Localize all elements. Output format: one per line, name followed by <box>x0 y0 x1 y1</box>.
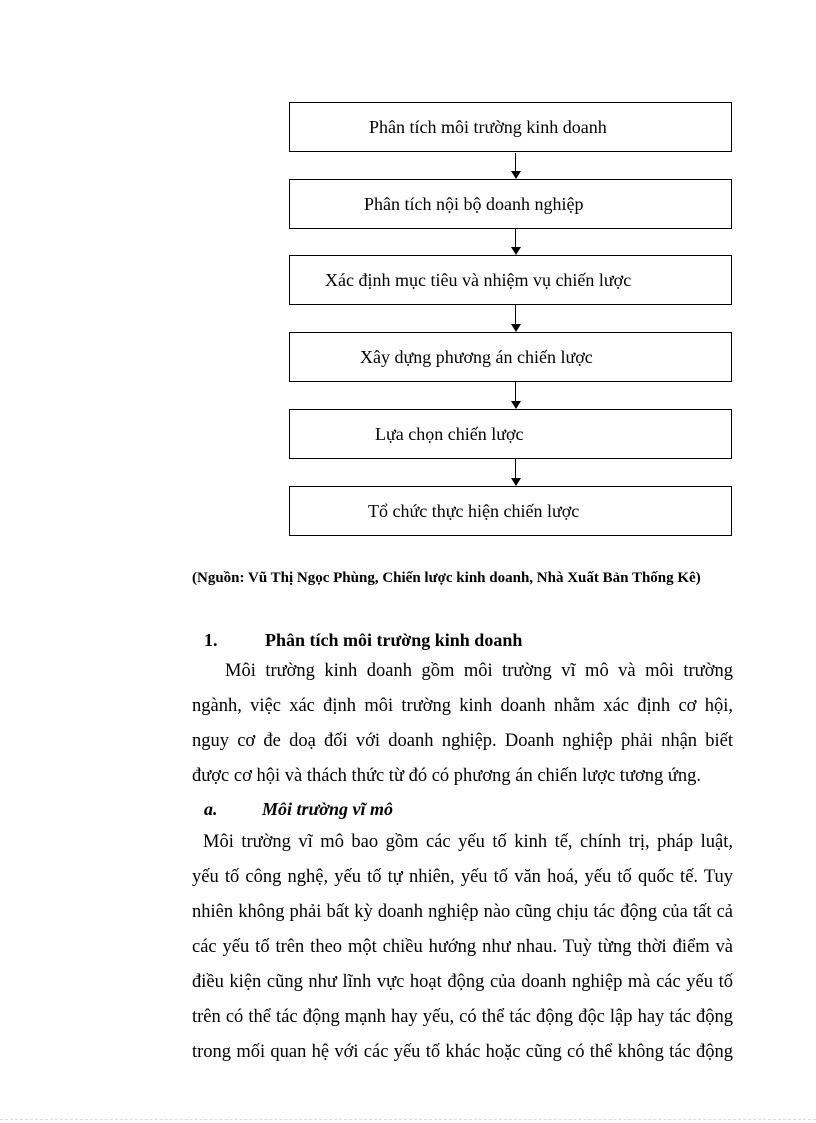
flow-step-2 <box>289 179 732 229</box>
paragraph-line: điều kiện cũng như lĩnh vực hoạt động của doanh nghiệp mà các yếu tố <box>192 972 733 992</box>
flow-step-3 <box>289 255 732 305</box>
process-flowchart <box>0 0 816 560</box>
paragraph-line: trong mối quan hệ với các yếu tố khác hoặc cũng có thể không tác động <box>192 1042 733 1062</box>
source-note: (Nguồn: Vũ Thị Ngọc Phùng, Chiến lược kinh doanh, Nhà Xuất Bản Thống Kê) <box>192 570 701 586</box>
section-heading: Phân tích môi trường kinh doanh <box>265 630 523 650</box>
flow-step-5 <box>289 409 732 459</box>
paragraph-line: được cơ hội và thách thức từ đó có phương án chiến lược tương ứng. <box>192 766 702 786</box>
flow-arrow-1 <box>511 153 521 179</box>
flow-arrow-3 <box>511 305 521 332</box>
flow-step-3-label: Xác định mục tiêu và nhiệm vụ chiến lược <box>325 270 632 290</box>
flow-step-4 <box>289 332 732 382</box>
flow-step-1-label: Phân tích môi trường kinh doanh <box>369 117 607 137</box>
subsection-letter: a. <box>204 799 218 819</box>
subsection-heading: Môi trường vĩ mô <box>262 799 393 819</box>
paragraph-line: trên có thể tác động mạnh hay yếu, có thể tác động độc lập hay tác động <box>192 1007 733 1027</box>
paragraph-line: Môi trường vĩ mô bao gồm các yếu tố kinh tế, chính trị, pháp luật, <box>203 832 733 852</box>
paragraph-line: ngành, việc xác định môi trường kinh doanh nhằm xác định cơ hội, <box>192 696 733 716</box>
flow-arrow-5 <box>511 459 521 486</box>
section-number: 1. <box>204 630 218 650</box>
paragraph-line: nhiên không phải bất kỳ doanh nghiệp nào cũng chịu tác động của tất cả <box>192 902 733 922</box>
flow-arrow-2 <box>511 229 521 255</box>
flow-step-6-label: Tổ chức thực hiện chiến lược <box>368 501 580 521</box>
section-paragraph <box>192 654 733 794</box>
paragraph-line: Môi trường kinh doanh gồm môi trường vĩ mô và môi trường <box>225 661 733 681</box>
paragraph-line: nguy cơ đe doạ đối với doanh nghiệp. Doanh nghiệp phải nhận biết <box>192 731 733 751</box>
flow-step-6 <box>289 486 732 536</box>
paragraph-line: yếu tố công nghệ, yếu tố tự nhiên, yếu tố văn hoá, yếu tố quốc tế. Tuy <box>192 867 733 887</box>
flow-arrow-4 <box>511 382 521 409</box>
flow-step-1 <box>289 102 732 152</box>
paragraph-line: các yếu tố trên theo một chiều hướng như nhau. Tuỳ từng thời điểm và <box>192 937 733 957</box>
subsection-paragraph <box>192 825 733 1070</box>
flow-step-4-label: Xây dựng phương án chiến lược <box>360 347 593 367</box>
flow-step-2-label: Phân tích nội bộ doanh nghiệp <box>364 194 584 214</box>
flow-step-5-label: Lựa chọn chiến lược <box>375 424 524 444</box>
page-bottom-rule <box>0 1119 816 1120</box>
